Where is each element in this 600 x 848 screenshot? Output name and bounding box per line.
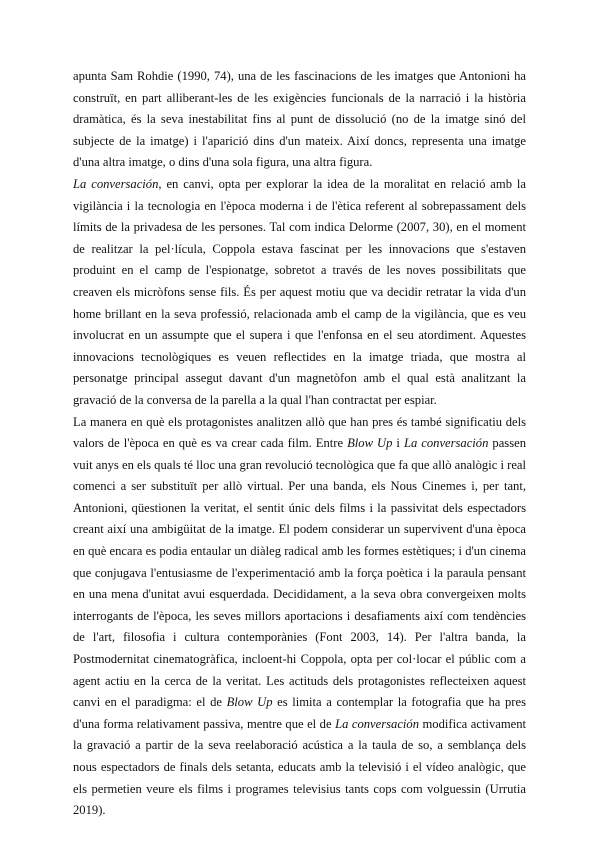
- paragraph-1: [73, 66, 526, 174]
- film-title-la-conversacion: La conversación: [403, 436, 489, 451]
- document-page: [73, 66, 526, 822]
- paragraph-3-text-d: es limita a contemplar la fotografia que ha pres d'una forma relativament passiva, mentre que el de: [73, 695, 526, 731]
- paragraph-2: [73, 174, 526, 412]
- paragraph-3-text-a: La manera en què els protagonistes analitzen allò que han pres és també significatiu dels valors de l'època en què es va crear cada film. Entre: [73, 414, 526, 451]
- paragraph-1-text: apunta Sam Rohdie (1990, 74), una de les fascinacions de les imatges que Antonioni ha construït, en part alliberant-les de les exigències funcionals de la narració i la història dramàtica, és la seva inestabilitat fins al punt de dissolució (no de la imatge sinó del subjecte de la imatge) i l'aparició dins d'un mateix. Així doncs, representa una imatge d'una altra imatge, o dins d'una sola figura, una altra figura.: [73, 69, 526, 170]
- film-title-blow-up: Blow Up: [347, 436, 393, 451]
- paragraph-3-text-c: passen vuit anys en els quals té lloc una gran revolució tecnològica que fa que allò analògic i real comenci a ser substituït per allò virtual. Per una banda, els Nous Cinemes i, per tant, Antonioni, qüestionen la veritat, el sentit únic dels films i la passivitat dels espectadors creant així una ambigüitat de la imatge. El podem considerar un supervivent d'una època en què encara es podia entaular un diàleg radical amb les formes estètiques; i d'un cinema que conjugava l'entusiasme de l'experimentació amb la força poètica i la paraula pensant en una mena d'unitat avui esquerdada. Decididament, a la seva obra convergeixen molts interrogants de l'època, les seves millors aportacions i desafiaments així com tendències de l'art, filosofia i cultura contemporànies (Font 2003, 14). Per l'altra banda, la Postmodernitat cinematogràfica, incloent-hi Coppola, opta per col·locar el públic com a agent actiu en la cerca de la veritat. Les actituds dels protagonistes reflecteixen aquest canvi en el paradigma: el de: [73, 436, 526, 710]
- paragraph-3-text-b: i: [392, 436, 404, 451]
- paragraph-2-text: , en canvi, opta per explorar la idea de la moralitat en relació amb la vigilància i la tecnologia en l'època moderna i de l'ètica referent al sobrepassament dels límits de la privadesa de les persones. Tal com indica Delorme (2007, 30), en el moment de realitzar la pel·lícula, Coppola estava fascinat per les innovacions que s'estaven produint en el camp de l'espionatge, sobretot a través de les noves possibilitats que creaven els micròfons sense fils. És per aquest motiu que va decidir retratar la vida d'un home brillant en la seva professió, relacionada amb el camp de la vigilància, que es veu involucrat en un assumpte que el supera i que l'enfonsa en el seu atordiment. Aquestes innovacions tecnològiques es veuen reflectides en la imatge triada, que mostra al personatge principal assegut davant d'un magnetòfon amb el qual està analitzant la gravació de la conversa de la parella a la qual l'han contractat per espiar.: [73, 176, 527, 407]
- film-title-la-conversacion: La conversación: [335, 716, 420, 731]
- film-title-blow-up: Blow Up: [226, 695, 273, 710]
- paragraph-3-text-e: modifica activament la gravació a partir de la seva reelaboració acústica a la taula de so, a semblança dels nous espectadors de finals dels setanta, educats amb la televisió i el vídeo analògic, que els permetien veure els films i programes televisius tants cops com volguessin (Urrutia 2019).: [73, 716, 527, 818]
- film-title-la-conversacion: La conversación: [73, 176, 159, 191]
- paragraph-3: [73, 412, 526, 822]
